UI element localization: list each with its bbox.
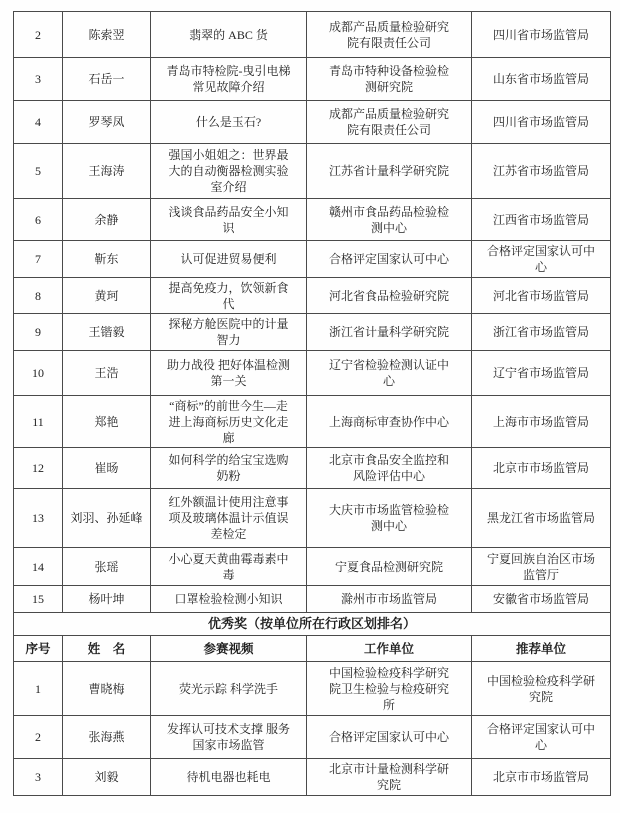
column-header-row [14,636,611,662]
cell-work-unit: 赣州市食品药品检验检测中心 [307,199,472,241]
cell-name: 黄珂 [63,278,151,314]
table-row [14,101,611,144]
cell-recommend-unit: 四川省市场监管局 [472,101,611,144]
cell-video: 强国小姐姐之：世界最大的自动衡器检测实验室介绍 [151,144,307,199]
cell-recommend-unit: 中国检验检疫科学研究院 [472,662,611,716]
cell-video: 青岛市特检院-曳引电梯常见故障介绍 [151,58,307,101]
table-row [14,489,611,548]
cell-recommend-unit: 合格评定国家认可中心 [472,716,611,759]
cell-name: 余静 [63,199,151,241]
table-row [14,716,611,759]
cell-recommend-unit: 安徽省市场监管局 [472,586,611,613]
cell-video: “商标”的前世今生—走进上海商标历史文化走廊 [151,396,307,448]
award-table-section2 [14,662,611,796]
cell-recommend-unit: 浙江省市场监管局 [472,314,611,351]
cell-name: 石岳一 [63,58,151,101]
cell-work-unit: 北京市计量检测科学研究院 [307,759,472,796]
cell-video: 什么是玉石? [151,101,307,144]
cell-work-unit: 宁夏食品检测研究院 [307,548,472,586]
cell-serial: 9 [14,314,63,351]
cell-work-unit: 上海商标审查协作中心 [307,396,472,448]
table-row [14,58,611,101]
award-table-section1 [14,12,611,613]
cell-video: 发挥认可技术支撑 服务国家市场监管 [151,716,307,759]
cell-serial: 5 [14,144,63,199]
cell-video: 翡翠的 ABC 货 [151,12,307,58]
table-row [14,662,611,716]
cell-serial: 12 [14,448,63,489]
cell-work-unit: 大庆市市场监管检验检测中心 [307,489,472,548]
table-row [14,759,611,796]
cell-work-unit: 河北省食品检验研究院 [307,278,472,314]
cell-name: 崔旸 [63,448,151,489]
cell-serial: 1 [14,662,63,716]
table-row [14,586,611,613]
column-header-recommend-unit: 推荐单位 [472,636,611,662]
cell-name: 郑艳 [63,396,151,448]
cell-video: 红外额温计使用注意事项及玻璃体温计示值误差检定 [151,489,307,548]
cell-recommend-unit: 北京市市场监管局 [472,448,611,489]
cell-name: 王海涛 [63,144,151,199]
table-row [14,351,611,396]
cell-recommend-unit: 黑龙江省市场监管局 [472,489,611,548]
cell-serial: 15 [14,586,63,613]
cell-work-unit: 中国检验检疫科学研究院卫生检验与检疫研究所 [307,662,472,716]
cell-name: 曹晓梅 [63,662,151,716]
cell-recommend-unit: 合格评定国家认可中心 [472,241,611,278]
column-header-name: 姓 名 [63,636,151,662]
cell-work-unit: 合格评定国家认可中心 [307,716,472,759]
table-row [14,278,611,314]
section-title-row [14,613,611,636]
cell-name: 陈索翌 [63,12,151,58]
section-title-excellence-award: 优秀奖（按单位所在行政区划排名） [14,613,611,636]
cell-name: 杨叶坤 [63,586,151,613]
cell-video: 助力战役 把好体温检测第一关 [151,351,307,396]
cell-serial: 10 [14,351,63,396]
cell-name: 罗琴凤 [63,101,151,144]
cell-serial: 11 [14,396,63,448]
cell-name: 张瑶 [63,548,151,586]
cell-work-unit: 青岛市特种设备检验检测研究院 [307,58,472,101]
cell-work-unit: 江苏省计量科学研究院 [307,144,472,199]
table-row [14,448,611,489]
cell-recommend-unit: 辽宁省市场监管局 [472,351,611,396]
cell-recommend-unit: 宁夏回族自治区市场监管厅 [472,548,611,586]
cell-recommend-unit: 北京市市场监管局 [472,759,611,796]
cell-video: 提高免疫力，饮领新食代 [151,278,307,314]
cell-serial: 8 [14,278,63,314]
cell-serial: 13 [14,489,63,548]
cell-video: 小心夏天黄曲霉毒素中毒 [151,548,307,586]
cell-serial: 4 [14,101,63,144]
cell-name: 王锴毅 [63,314,151,351]
column-header-video: 参赛视频 [151,636,307,662]
cell-name: 刘毅 [63,759,151,796]
cell-serial: 3 [14,759,63,796]
award-winners-table [13,11,611,796]
table-row [14,548,611,586]
cell-recommend-unit: 山东省市场监管局 [472,58,611,101]
cell-work-unit: 成都产品质量检验研究院有限责任公司 [307,12,472,58]
cell-name: 张海燕 [63,716,151,759]
cell-serial: 7 [14,241,63,278]
cell-recommend-unit: 江西省市场监管局 [472,199,611,241]
cell-video: 浅谈食品药品安全小知识 [151,199,307,241]
column-header-work-unit: 工作单位 [307,636,472,662]
cell-name: 靳东 [63,241,151,278]
cell-video: 认可促进贸易便利 [151,241,307,278]
cell-video: 口罩检验检测小知识 [151,586,307,613]
cell-work-unit: 辽宁省检验检测认证中心 [307,351,472,396]
table-row [14,12,611,58]
table-row [14,314,611,351]
award-table-section2-header [14,613,611,662]
cell-serial: 6 [14,199,63,241]
cell-serial: 3 [14,58,63,101]
cell-recommend-unit: 河北省市场监管局 [472,278,611,314]
table-row [14,144,611,199]
cell-work-unit: 成都产品质量检验研究院有限责任公司 [307,101,472,144]
cell-video: 荧光示踪 科学洗手 [151,662,307,716]
cell-recommend-unit: 江苏省市场监管局 [472,144,611,199]
cell-video: 探秘方舱医院中的计量智力 [151,314,307,351]
cell-serial: 2 [14,716,63,759]
cell-work-unit: 合格评定国家认可中心 [307,241,472,278]
cell-name: 刘羽、孙延峰 [63,489,151,548]
cell-work-unit: 浙江省计量科学研究院 [307,314,472,351]
cell-serial: 2 [14,12,63,58]
table-row [14,396,611,448]
cell-recommend-unit: 上海市市场监管局 [472,396,611,448]
cell-work-unit: 北京市食品安全监控和风险评估中心 [307,448,472,489]
cell-video: 如何科学的给宝宝选购奶粉 [151,448,307,489]
cell-name: 王浩 [63,351,151,396]
cell-work-unit: 滁州市市场监管局 [307,586,472,613]
cell-video: 待机电器也耗电 [151,759,307,796]
table-row [14,199,611,241]
column-header-serial: 序号 [14,636,63,662]
cell-serial: 14 [14,548,63,586]
table-row [14,241,611,278]
cell-recommend-unit: 四川省市场监管局 [472,12,611,58]
